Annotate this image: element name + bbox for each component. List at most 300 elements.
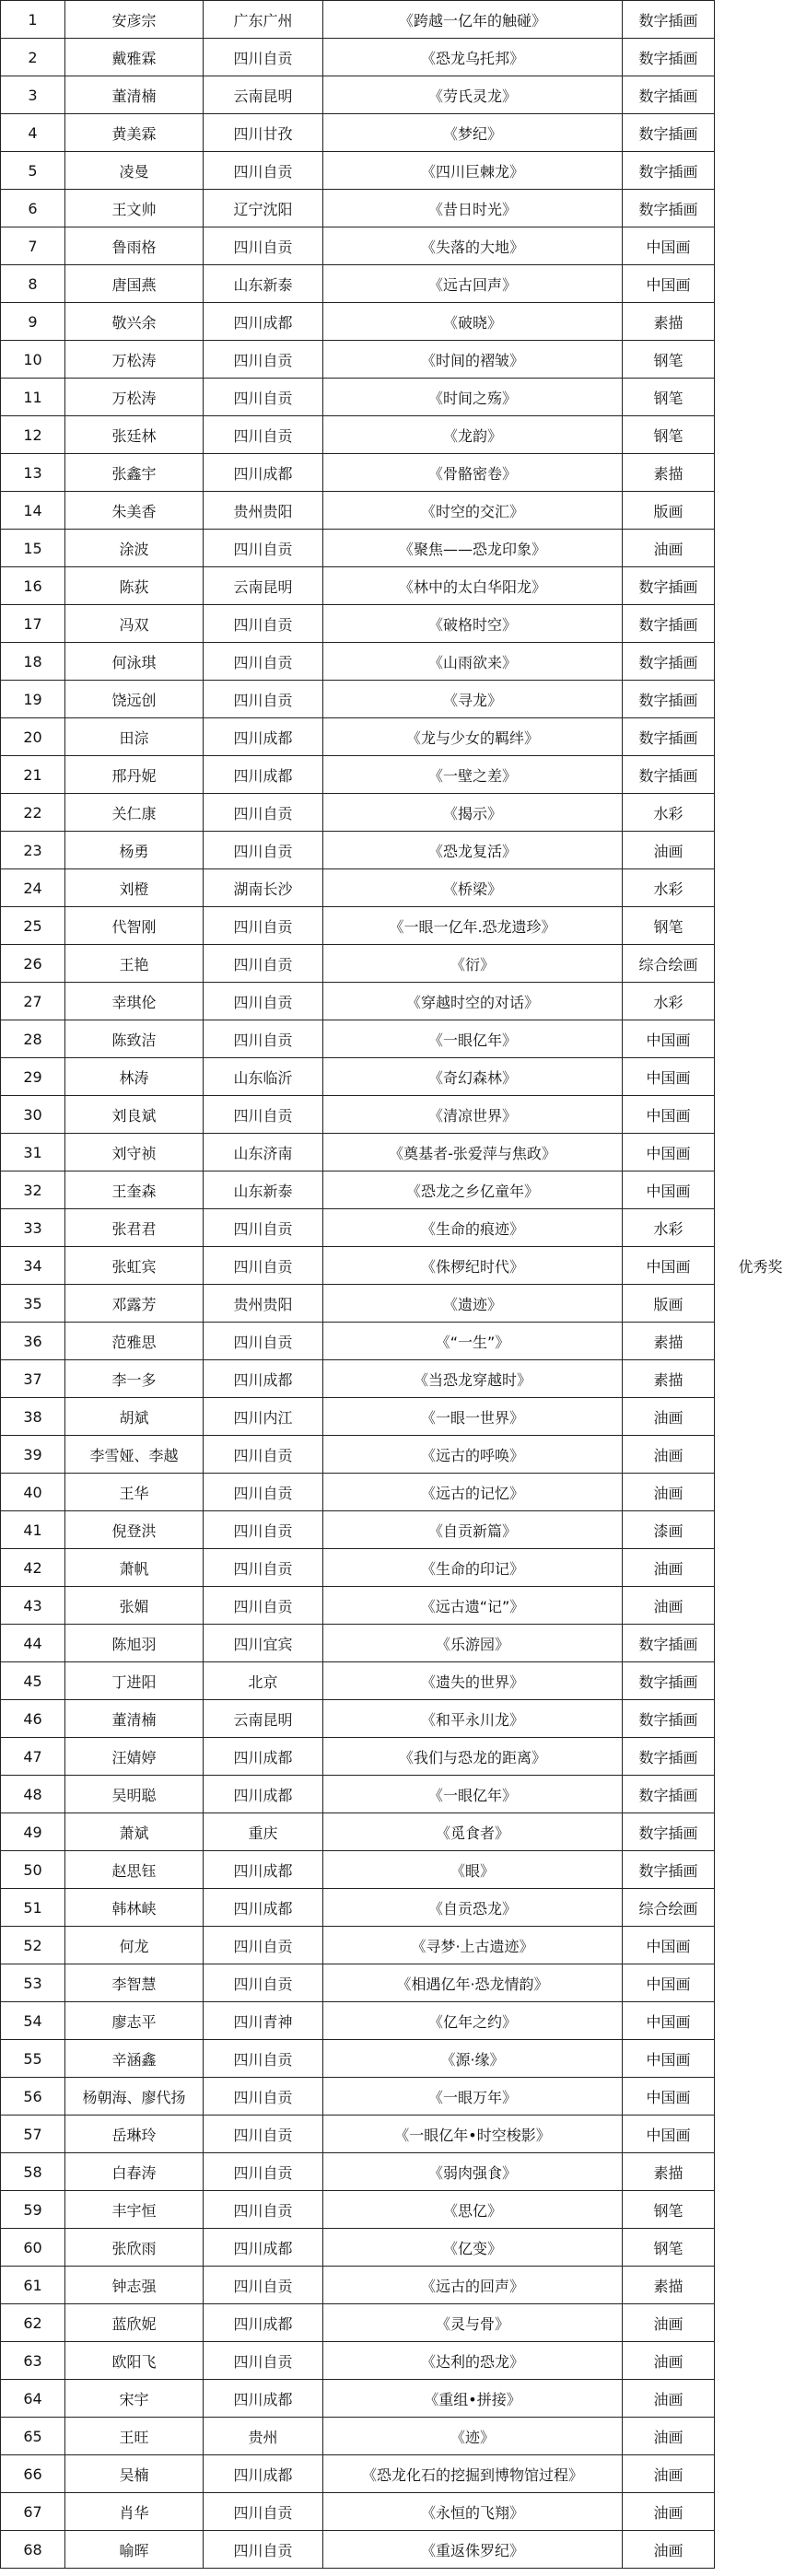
artist-region: 四川自贡 <box>204 2191 323 2229</box>
artwork-category: 综合绘画 <box>623 945 715 983</box>
row-number: 61 <box>1 2267 65 2304</box>
artist-region: 四川自贡 <box>204 2078 323 2116</box>
artwork-title: 《和平永川龙》 <box>323 1700 623 1738</box>
artist-region: 四川自贡 <box>204 1209 323 1247</box>
artwork-category: 中国画 <box>623 265 715 303</box>
row-number: 2 <box>1 39 65 76</box>
award-label-cell <box>715 1738 806 1776</box>
table-row <box>1 718 806 756</box>
artist-region: 四川自贡 <box>204 2342 323 2380</box>
artwork-title: 《破格时空》 <box>323 605 623 643</box>
artist-region: 四川青神 <box>204 2002 323 2040</box>
table-row <box>1 1436 806 1474</box>
award-label-cell <box>715 1851 806 1889</box>
row-number: 30 <box>1 1096 65 1134</box>
row-number: 14 <box>1 492 65 530</box>
artwork-category: 油画 <box>623 2493 715 2531</box>
artwork-category: 数字插画 <box>623 1813 715 1851</box>
artwork-category: 中国画 <box>623 1096 715 1134</box>
artwork-title: 《龙与少女的羁绊》 <box>323 718 623 756</box>
artist-region: 四川自贡 <box>204 2267 323 2304</box>
row-number: 32 <box>1 1171 65 1209</box>
artist-name: 丁进阳 <box>65 1662 204 1700</box>
table-row <box>1 114 806 152</box>
artwork-category: 素描 <box>623 303 715 341</box>
artist-region: 云南昆明 <box>204 567 323 605</box>
artist-region: 四川自贡 <box>204 2493 323 2531</box>
artwork-category: 油画 <box>623 832 715 869</box>
artist-region: 贵州贵阳 <box>204 1285 323 1323</box>
row-number: 59 <box>1 2191 65 2229</box>
award-label-cell <box>715 2267 806 2304</box>
artist-name: 董清楠 <box>65 76 204 114</box>
award-label-cell <box>715 983 806 1020</box>
artist-name: 代智刚 <box>65 907 204 945</box>
row-number: 23 <box>1 832 65 869</box>
artwork-title: 《一眼万年》 <box>323 2078 623 2116</box>
row-number: 15 <box>1 530 65 567</box>
award-label-cell <box>715 303 806 341</box>
row-number: 3 <box>1 76 65 114</box>
award-label-cell <box>715 2002 806 2040</box>
artist-region: 四川自贡 <box>204 1020 323 1058</box>
artist-name: 张君君 <box>65 1209 204 1247</box>
artist-name: 敬兴余 <box>65 303 204 341</box>
artwork-title: 《失落的大地》 <box>323 227 623 265</box>
artwork-category: 素描 <box>623 454 715 492</box>
row-number: 40 <box>1 1474 65 1511</box>
artwork-category: 油画 <box>623 2418 715 2455</box>
table-row <box>1 832 806 869</box>
row-number: 13 <box>1 454 65 492</box>
artist-region: 四川成都 <box>204 2380 323 2418</box>
artwork-title: 《遗失的世界》 <box>323 1662 623 1700</box>
artwork-title: 《一眼亿年》 <box>323 1020 623 1058</box>
table-row <box>1 907 806 945</box>
artist-region: 四川自贡 <box>204 794 323 832</box>
award-label-cell <box>715 76 806 114</box>
artist-name: 关仁康 <box>65 794 204 832</box>
artwork-title: 《山雨欲来》 <box>323 643 623 681</box>
award-label-cell <box>715 1058 806 1096</box>
artist-name: 冯双 <box>65 605 204 643</box>
artwork-category: 钢笔 <box>623 341 715 379</box>
artist-name: 吴楠 <box>65 2455 204 2493</box>
artist-region: 四川自贡 <box>204 379 323 416</box>
artwork-title: 《迹》 <box>323 2418 623 2455</box>
row-number: 51 <box>1 1889 65 1927</box>
row-number: 62 <box>1 2304 65 2342</box>
artwork-title: 《生命的痕迹》 <box>323 1209 623 1247</box>
table-row <box>1 2418 806 2455</box>
table-row <box>1 341 806 379</box>
artwork-category: 版画 <box>623 1285 715 1323</box>
artwork-title: 《“一生”》 <box>323 1323 623 1360</box>
artwork-title: 《时空的交汇》 <box>323 492 623 530</box>
artist-name: 王旺 <box>65 2418 204 2455</box>
award-label-cell <box>715 1096 806 1134</box>
row-number: 29 <box>1 1058 65 1096</box>
table-row <box>1 1360 806 1398</box>
artwork-title: 《一眼一亿年.恐龙遗珍》 <box>323 907 623 945</box>
table-row <box>1 1323 806 1360</box>
artist-name: 饶远创 <box>65 681 204 718</box>
row-number: 1 <box>1 1 65 39</box>
artist-name: 范雅思 <box>65 1323 204 1360</box>
award-label-cell <box>715 1549 806 1587</box>
table-row <box>1 1587 806 1625</box>
artist-region: 四川成都 <box>204 2304 323 2342</box>
row-number: 35 <box>1 1285 65 1323</box>
artist-region: 四川自贡 <box>204 416 323 454</box>
artist-name: 刘良斌 <box>65 1096 204 1134</box>
award-label-cell <box>715 2531 806 2569</box>
artist-name: 辛涵鑫 <box>65 2040 204 2078</box>
table-row <box>1 2002 806 2040</box>
row-number: 34 <box>1 1247 65 1285</box>
artwork-category: 中国画 <box>623 1020 715 1058</box>
row-number: 39 <box>1 1436 65 1474</box>
award-label-cell <box>715 605 806 643</box>
artwork-category: 漆画 <box>623 1511 715 1549</box>
row-number: 58 <box>1 2153 65 2191</box>
award-label-cell <box>715 1625 806 1662</box>
artist-name: 张欣雨 <box>65 2229 204 2267</box>
award-label-cell <box>715 2153 806 2191</box>
artwork-category: 数字插画 <box>623 190 715 227</box>
artwork-category: 数字插画 <box>623 756 715 794</box>
table-row <box>1 1285 806 1323</box>
award-label-cell <box>715 1285 806 1323</box>
award-label-cell <box>715 907 806 945</box>
award-label-cell <box>715 1171 806 1209</box>
row-number: 27 <box>1 983 65 1020</box>
artwork-title: 《一眼一世界》 <box>323 1398 623 1436</box>
artwork-category: 数字插画 <box>623 643 715 681</box>
row-number: 25 <box>1 907 65 945</box>
artwork-category: 中国画 <box>623 1058 715 1096</box>
artwork-category: 油画 <box>623 2531 715 2569</box>
artwork-title: 《觅食者》 <box>323 1813 623 1851</box>
artist-region: 四川自贡 <box>204 1436 323 1474</box>
row-number: 4 <box>1 114 65 152</box>
award-label-cell <box>715 39 806 76</box>
artist-region: 四川成都 <box>204 1889 323 1927</box>
artist-region: 山东临沂 <box>204 1058 323 1096</box>
row-number: 50 <box>1 1851 65 1889</box>
artist-name: 倪登洪 <box>65 1511 204 1549</box>
artwork-title: 《清凉世界》 <box>323 1096 623 1134</box>
artist-region: 山东济南 <box>204 1134 323 1171</box>
table-row <box>1 643 806 681</box>
row-number: 67 <box>1 2493 65 2531</box>
artwork-category: 中国画 <box>623 2078 715 2116</box>
artist-name: 丰宇恒 <box>65 2191 204 2229</box>
artwork-category: 油画 <box>623 1549 715 1587</box>
artwork-title: 《重返侏罗纪》 <box>323 2531 623 2569</box>
row-number: 55 <box>1 2040 65 2078</box>
row-number: 54 <box>1 2002 65 2040</box>
table-row <box>1 945 806 983</box>
table-row <box>1 416 806 454</box>
row-number: 16 <box>1 567 65 605</box>
table-row <box>1 265 806 303</box>
artwork-category: 数字插画 <box>623 681 715 718</box>
award-label-cell <box>715 1360 806 1398</box>
artwork-title: 《跨越一亿年的触碰》 <box>323 1 623 39</box>
artist-region: 四川自贡 <box>204 227 323 265</box>
artist-name: 陈荻 <box>65 567 204 605</box>
artist-name: 胡斌 <box>65 1398 204 1436</box>
award-label-cell <box>715 492 806 530</box>
row-number: 44 <box>1 1625 65 1662</box>
table-row <box>1 1398 806 1436</box>
artist-name: 李智慧 <box>65 1964 204 2002</box>
artist-name: 白春涛 <box>65 2153 204 2191</box>
award-label-cell <box>715 2380 806 2418</box>
row-number: 63 <box>1 2342 65 2380</box>
table-row <box>1 190 806 227</box>
artist-region: 山东新泰 <box>204 265 323 303</box>
artist-region: 四川成都 <box>204 2455 323 2493</box>
table-row <box>1 2380 806 2418</box>
artwork-title: 《寻龙》 <box>323 681 623 718</box>
award-label-cell <box>715 454 806 492</box>
artist-name: 戴雅霖 <box>65 39 204 76</box>
artwork-title: 《侏椤纪时代》 <box>323 1247 623 1285</box>
table-row <box>1 2304 806 2342</box>
award-label-cell <box>715 2116 806 2153</box>
table-row <box>1 794 806 832</box>
artwork-title: 《乐游园》 <box>323 1625 623 1662</box>
artwork-title: 《一壁之差》 <box>323 756 623 794</box>
award-label-cell <box>715 756 806 794</box>
artwork-title: 《梦纪》 <box>323 114 623 152</box>
artwork-title: 《远古的回声》 <box>323 2267 623 2304</box>
award-label-cell <box>715 2229 806 2267</box>
row-number: 49 <box>1 1813 65 1851</box>
award-label-cell <box>715 152 806 190</box>
artist-name: 唐国燕 <box>65 265 204 303</box>
artist-region: 四川自贡 <box>204 681 323 718</box>
table-row <box>1 605 806 643</box>
row-number: 57 <box>1 2116 65 2153</box>
artist-name: 欧阳飞 <box>65 2342 204 2380</box>
table-row <box>1 227 806 265</box>
row-number: 43 <box>1 1587 65 1625</box>
artwork-category: 油画 <box>623 1474 715 1511</box>
artist-name: 王华 <box>65 1474 204 1511</box>
artwork-category: 中国画 <box>623 2002 715 2040</box>
award-label-cell <box>715 718 806 756</box>
artist-name: 萧帆 <box>65 1549 204 1587</box>
row-number: 28 <box>1 1020 65 1058</box>
artwork-category: 钢笔 <box>623 2229 715 2267</box>
artist-name: 安彦宗 <box>65 1 204 39</box>
artwork-category: 数字插画 <box>623 1851 715 1889</box>
artwork-title: 《恐龙复活》 <box>323 832 623 869</box>
artist-name: 赵思钰 <box>65 1851 204 1889</box>
artwork-title: 《远古回声》 <box>323 265 623 303</box>
row-number: 42 <box>1 1549 65 1587</box>
artist-name: 涂波 <box>65 530 204 567</box>
row-number: 56 <box>1 2078 65 2116</box>
artist-region: 北京 <box>204 1662 323 1700</box>
award-label-cell <box>715 265 806 303</box>
table-row <box>1 1851 806 1889</box>
artwork-title: 《遗迹》 <box>323 1285 623 1323</box>
artwork-category: 水彩 <box>623 794 715 832</box>
table-row <box>1 1738 806 1776</box>
row-number: 18 <box>1 643 65 681</box>
artwork-category: 数字插画 <box>623 76 715 114</box>
artist-region: 四川自贡 <box>204 152 323 190</box>
award-label-cell <box>715 2455 806 2493</box>
row-number: 5 <box>1 152 65 190</box>
artwork-title: 《眼》 <box>323 1851 623 1889</box>
artwork-category: 中国画 <box>623 1134 715 1171</box>
artwork-title: 《四川巨棘龙》 <box>323 152 623 190</box>
artist-name: 田淙 <box>65 718 204 756</box>
table-row <box>1 1776 806 1813</box>
award-label-cell <box>715 227 806 265</box>
table-row <box>1 2078 806 2116</box>
award-label-cell <box>715 1927 806 1964</box>
award-label-cell <box>715 643 806 681</box>
artist-region: 四川自贡 <box>204 530 323 567</box>
artist-region: 辽宁沈阳 <box>204 190 323 227</box>
artist-region: 四川成都 <box>204 718 323 756</box>
award-label-cell <box>715 1587 806 1625</box>
artist-region: 贵州贵阳 <box>204 492 323 530</box>
artist-name: 董清楠 <box>65 1700 204 1738</box>
artwork-category: 素描 <box>623 2153 715 2191</box>
artwork-title: 《一眼亿年•时空梭影》 <box>323 2116 623 2153</box>
table-row <box>1 1700 806 1738</box>
award-label-cell <box>715 2078 806 2116</box>
artist-name: 张媚 <box>65 1587 204 1625</box>
artist-name: 李一多 <box>65 1360 204 1398</box>
table-row <box>1 39 806 76</box>
artist-region: 四川成都 <box>204 1360 323 1398</box>
artwork-category: 中国画 <box>623 1171 715 1209</box>
row-number: 46 <box>1 1700 65 1738</box>
artwork-title: 《自贡新篇》 <box>323 1511 623 1549</box>
artist-name: 张虹宾 <box>65 1247 204 1285</box>
artwork-category: 数字插画 <box>623 567 715 605</box>
artwork-category: 中国画 <box>623 1927 715 1964</box>
artwork-title: 《揭示》 <box>323 794 623 832</box>
artwork-title: 《恐龙化石的挖掘到博物馆过程》 <box>323 2455 623 2493</box>
artwork-category: 水彩 <box>623 869 715 907</box>
artwork-category: 数字插画 <box>623 1662 715 1700</box>
artist-name: 韩林峡 <box>65 1889 204 1927</box>
artist-region: 四川自贡 <box>204 1964 323 2002</box>
artwork-category: 数字插画 <box>623 152 715 190</box>
artist-region: 四川成都 <box>204 2229 323 2267</box>
artist-name: 肖华 <box>65 2493 204 2531</box>
award-label-cell <box>715 1700 806 1738</box>
artwork-title: 《寻梦·上古遗迹》 <box>323 1927 623 1964</box>
award-label-cell <box>715 379 806 416</box>
row-number: 52 <box>1 1927 65 1964</box>
award-label-cell <box>715 1964 806 2002</box>
row-number: 33 <box>1 1209 65 1247</box>
artist-region: 四川自贡 <box>204 341 323 379</box>
table-row <box>1 1 806 39</box>
artwork-category: 数字插画 <box>623 1 715 39</box>
table-row <box>1 1549 806 1587</box>
artwork-title: 《源·缘》 <box>323 2040 623 2078</box>
artist-region: 四川自贡 <box>204 1247 323 1285</box>
table-row <box>1 2531 806 2569</box>
artist-region: 贵州 <box>204 2418 323 2455</box>
table-row <box>1 2229 806 2267</box>
artwork-category: 油画 <box>623 1398 715 1436</box>
artwork-category: 钢笔 <box>623 2191 715 2229</box>
award-label-cell <box>715 1209 806 1247</box>
artwork-title: 《劳氏灵龙》 <box>323 76 623 114</box>
artist-region: 四川自贡 <box>204 983 323 1020</box>
row-number: 8 <box>1 265 65 303</box>
artist-name: 王文帅 <box>65 190 204 227</box>
artwork-title: 《相遇亿年·恐龙情韵》 <box>323 1964 623 2002</box>
artwork-category: 素描 <box>623 1323 715 1360</box>
artwork-category: 中国画 <box>623 2040 715 2078</box>
artist-region: 四川自贡 <box>204 1511 323 1549</box>
artist-region: 四川成都 <box>204 1851 323 1889</box>
award-label-cell <box>715 1813 806 1851</box>
artwork-title: 《时间之殇》 <box>323 379 623 416</box>
row-number: 10 <box>1 341 65 379</box>
artwork-category: 中国画 <box>623 227 715 265</box>
award-label-cell <box>715 1323 806 1360</box>
row-number: 45 <box>1 1662 65 1700</box>
artist-region: 四川自贡 <box>204 832 323 869</box>
artist-name: 钟志强 <box>65 2267 204 2304</box>
award-label-cell <box>715 341 806 379</box>
award-label-cell <box>715 190 806 227</box>
artwork-title: 《桥梁》 <box>323 869 623 907</box>
row-number: 47 <box>1 1738 65 1776</box>
artist-region: 广东广州 <box>204 1 323 39</box>
artwork-category: 中国画 <box>623 2116 715 2153</box>
award-label-cell <box>715 2342 806 2380</box>
artist-region: 重庆 <box>204 1813 323 1851</box>
row-number: 26 <box>1 945 65 983</box>
award-label-cell <box>715 2040 806 2078</box>
artist-region: 云南昆明 <box>204 1700 323 1738</box>
artist-name: 鲁雨格 <box>65 227 204 265</box>
artwork-title: 《穿越时空的对话》 <box>323 983 623 1020</box>
artwork-title: 《亿变》 <box>323 2229 623 2267</box>
award-label-cell <box>715 1 806 39</box>
row-number: 19 <box>1 681 65 718</box>
row-number: 9 <box>1 303 65 341</box>
artwork-title: 《生命的印记》 <box>323 1549 623 1587</box>
artist-region: 山东新泰 <box>204 1171 323 1209</box>
award-label-cell <box>715 1020 806 1058</box>
award-label-cell <box>715 567 806 605</box>
table-row <box>1 1511 806 1549</box>
row-number: 17 <box>1 605 65 643</box>
artwork-category: 数字插画 <box>623 1738 715 1776</box>
artist-name: 凌曼 <box>65 152 204 190</box>
artwork-category: 钢笔 <box>623 379 715 416</box>
artist-region: 四川自贡 <box>204 2116 323 2153</box>
table-row <box>1 567 806 605</box>
artist-region: 四川自贡 <box>204 39 323 76</box>
